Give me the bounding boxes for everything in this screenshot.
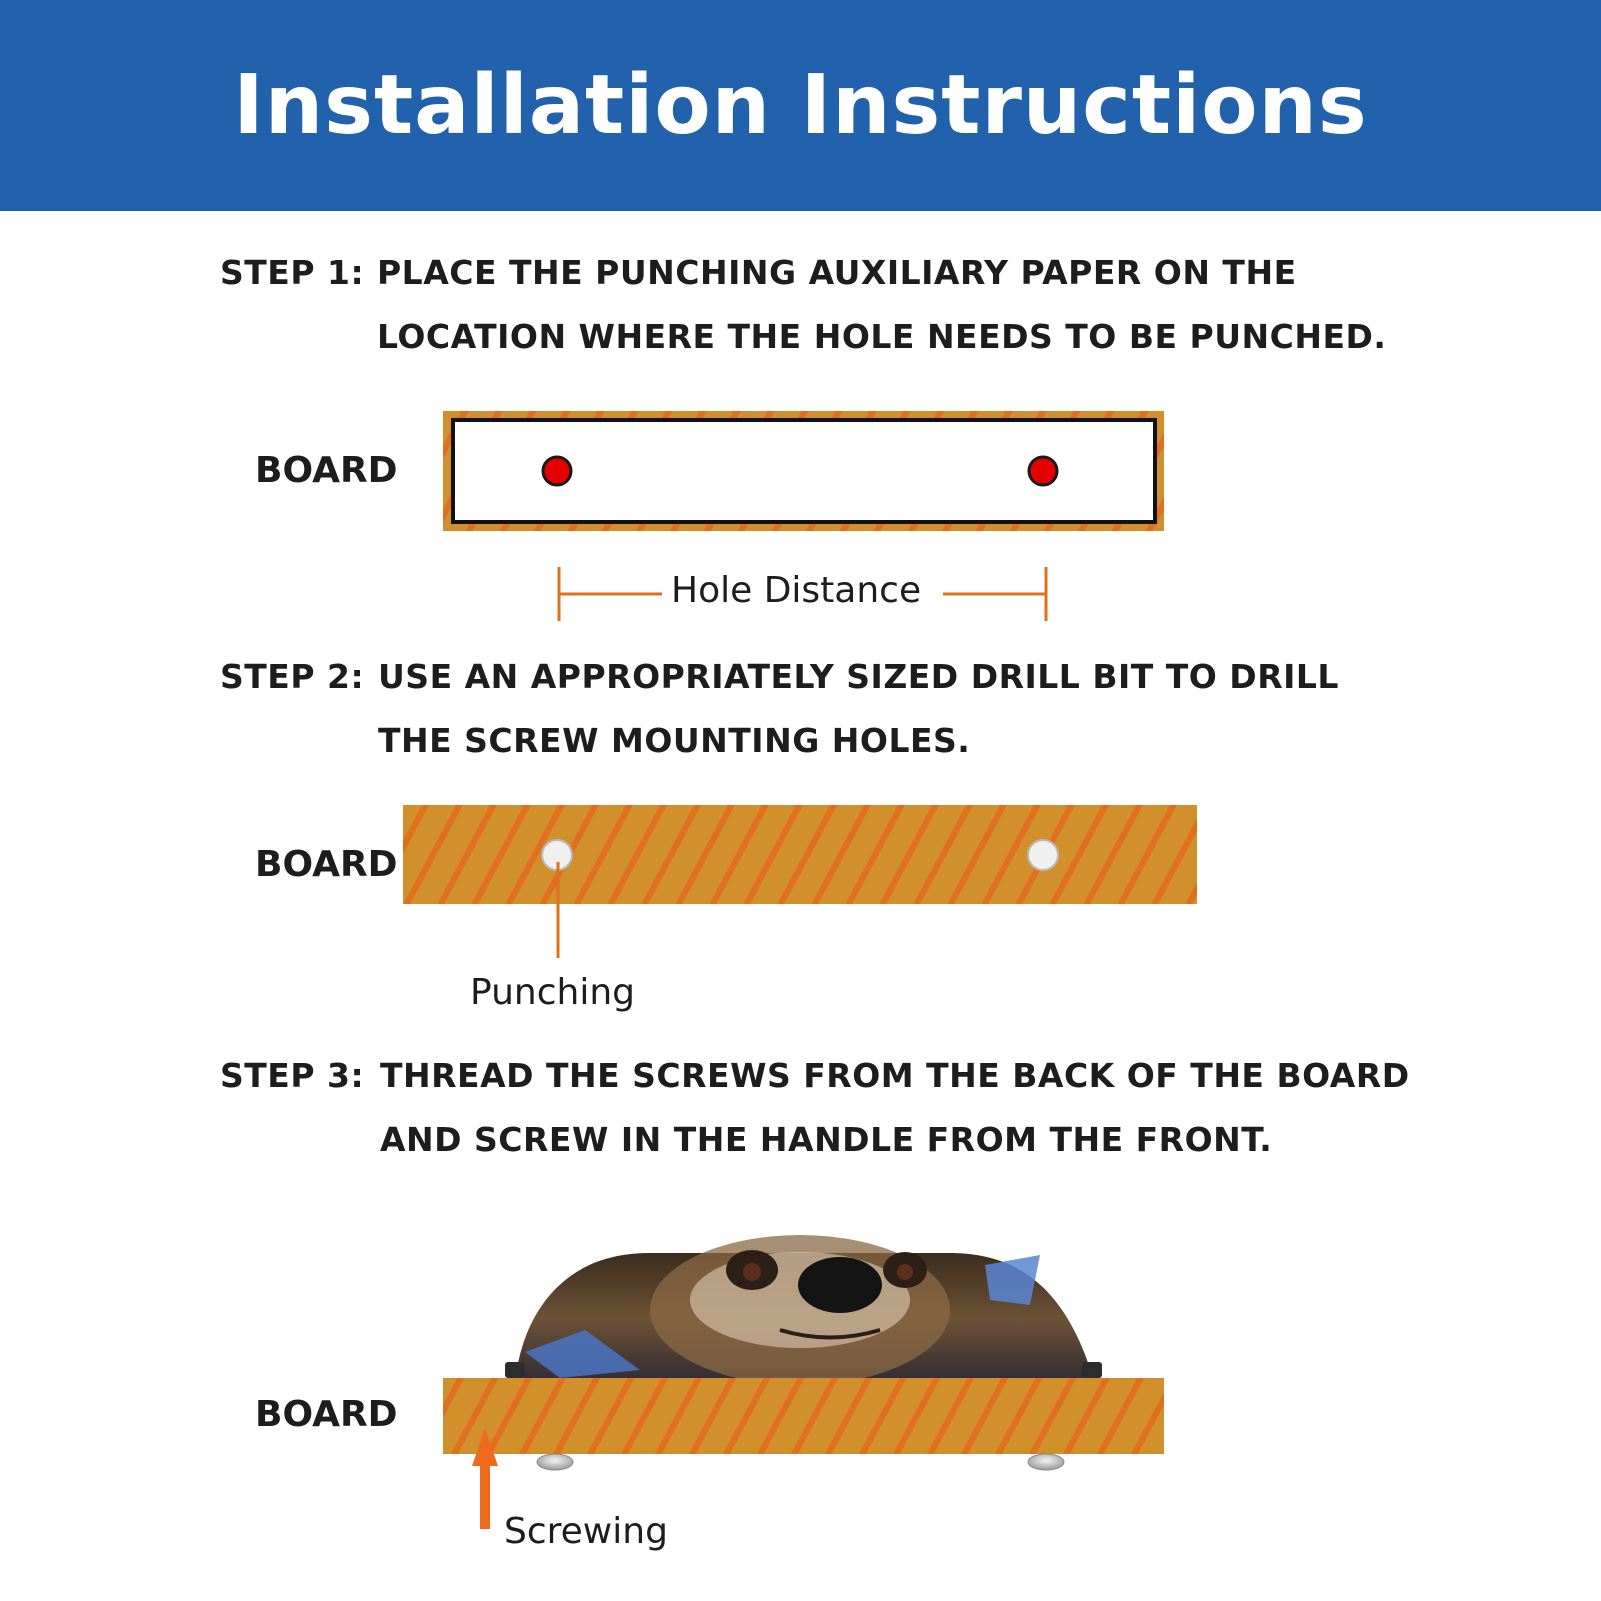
screwing-label: Screwing [504,1511,668,1552]
handle-foot-left [505,1362,525,1378]
punching-label: Punching [470,972,635,1013]
step-3-line-2: AND SCREW IN THE HANDLE FROM THE FRONT. [380,1120,1273,1159]
step-2-board [403,805,1197,904]
step-1-line-1: PLACE THE PUNCHING AUXILIARY PAPER ON THE [377,253,1297,292]
step-2-label: STEP 2: [220,657,365,696]
step-1-label: STEP 1: [220,253,365,292]
step-3-line-1: THREAD THE SCREWS FROM THE BACK OF THE BOARD [380,1056,1410,1095]
page-title: Installation Instructions [233,58,1368,153]
step-3-board-diagram [443,1235,1164,1529]
step-1-board-label: BOARD [255,450,398,491]
screw-head-left [537,1454,573,1470]
step-2-board-label: BOARD [255,844,398,885]
sloth-eye-left [743,1263,761,1281]
step-2-line-2: THE SCREW MOUNTING HOLES. [378,721,971,760]
drilled-hole-right [1028,840,1058,870]
hole-marker-right [1029,457,1057,485]
step-1-board-diagram [443,411,1164,531]
screwing-arrow-shaft [480,1463,490,1529]
step-2-line-1: USE AN APPROPRIATELY SIZED DRILL BIT TO DRILL [378,657,1339,696]
handle-foot-right [1082,1362,1102,1378]
step-3-label: STEP 3: [220,1056,365,1095]
sloth-nose [798,1257,882,1313]
screw-head-right [1028,1454,1064,1470]
sloth-eye-right [897,1264,913,1280]
hole-distance-dimension [559,567,1046,621]
hole-distance-label: Hole Distance [671,570,922,611]
step-2-board-diagram [403,805,1197,958]
step-3-board-label: BOARD [255,1394,398,1435]
hole-marker-left [543,457,571,485]
step-3-board [443,1378,1164,1454]
step-1-line-2: LOCATION WHERE THE HOLE NEEDS TO BE PUNCHED. [377,317,1387,356]
